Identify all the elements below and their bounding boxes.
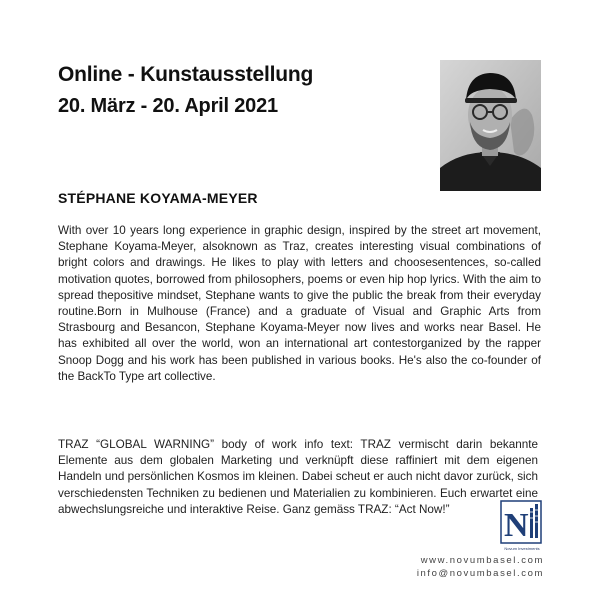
exhibition-title: Online - Kunstausstellung: [58, 63, 314, 86]
logo-letter: N: [504, 507, 529, 544]
email-link[interactable]: info@novumbasel.com: [416, 568, 544, 579]
artist-biography: With over 10 years long experience in graphic design, inspired by the street art movement, Stephane Koyama-Meyer, alsoknown as Traz, creates interesting visual combinations of bright colors and drawings. He likes to play with letters and choosesentences, so-called motivation quotes, borrowed from philosophers, poems or even hip hop lyrics. With the aim to spread thepositive mindset, Stephane wants to give the public the break from their everyday routine.Born in Mulhouse (France) and a graduate of Visual and Graphic Arts from Strasbourg and Besancon, Stephane Koyama-Meyer now lives and works near Basel. He has exhibited all over the world, won an international art contestorganized by the rapper Snoop Dogg and his work has been published in various books. He's also the co-founder of the BackTo Type art collective.: [58, 224, 541, 383]
artist-name: STÉPHANE KOYAMA-MEYER: [58, 190, 258, 206]
artist-portrait-photo: [440, 60, 541, 191]
exhibition-info-text: TRAZ “GLOBAL WARNING” body of work info text: TRAZ vermischt darin bekannte Elemente aus dem globalen Marketing und verknüpft diese raffiniert mit dem eigenen Handeln und persönlichen Kosmos im kleinen. Dabei scheut er auch nicht davor zurück, sich verschiedensten Techniken zu bedienen und Materialien zu kombinieren. Euch erwartet eine abwechslungsreiche und interaktive Reise. Ganz gemäss TRAZ: “Act Now!”: [58, 438, 538, 516]
logo-subtitle: Novum Investments: [504, 546, 540, 551]
novum-logo-icon: [500, 500, 542, 544]
exhibition-dates: 20. März - 20. April 2021: [58, 95, 278, 117]
contact-block: [417, 554, 544, 580]
website-link[interactable]: www.novumbasel.com: [420, 555, 544, 566]
